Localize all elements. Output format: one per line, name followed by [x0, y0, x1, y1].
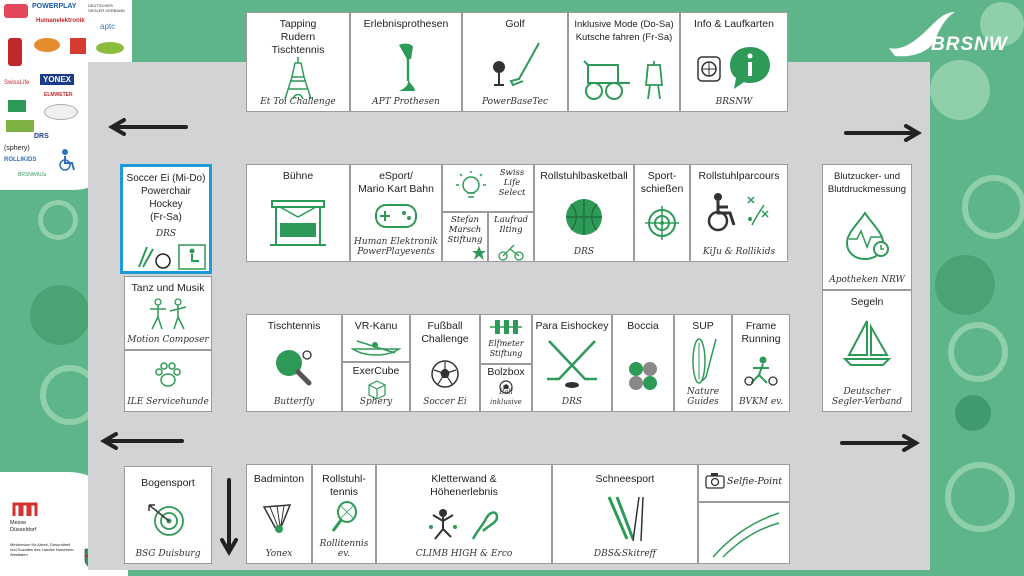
booth-name: Badminton	[253, 473, 305, 485]
brsnw-logo	[885, 6, 1015, 62]
canoe-icon	[351, 337, 401, 359]
booth-blutzucker[interactable]	[822, 164, 912, 290]
arrow-left-icon	[100, 432, 184, 450]
star-icon	[471, 245, 487, 261]
booth-sportschiessen[interactable]	[634, 164, 690, 262]
booth-name: Golf	[505, 18, 525, 30]
booth-name: Segeln	[850, 296, 884, 308]
booth-soccer-powerchair[interactable]	[120, 164, 212, 274]
tennis-racket-icon	[329, 501, 359, 535]
booth-sponsor: Butterfly	[273, 397, 315, 407]
messe-logo-text: Messe Düsseldorf	[10, 520, 37, 533]
booth-name: Kletterwand & Höhenerlebnis	[430, 473, 498, 498]
wheelchair-logo-icon	[56, 148, 78, 172]
booth-sponsor: Rollitennis ev.	[319, 539, 369, 559]
camera-icon	[705, 473, 725, 489]
booth-name: Fußball Challenge	[421, 320, 469, 345]
booth-fussball[interactable]	[410, 314, 480, 412]
booth-name: Bolzbox	[487, 366, 525, 378]
sponsor-logo	[34, 38, 60, 52]
bg-circle	[30, 285, 90, 345]
bg-circle	[930, 60, 990, 120]
sailboat-icon	[841, 317, 893, 369]
hockey-sticks-icon	[541, 339, 603, 391]
golf-icon	[483, 41, 547, 89]
blood-drop-icon	[841, 209, 893, 261]
sponsor-logo-drs: DRS	[34, 133, 49, 140]
sponsor-logo	[70, 38, 86, 54]
booth-name: Blutzucker- und Blutdruckmessung	[827, 171, 907, 195]
sponsor-logo-sphery: (sphery)	[4, 145, 30, 152]
booth-info[interactable]	[680, 12, 788, 112]
archery-icon	[147, 501, 189, 541]
booth-name: eSport/ Mario Kart Bahn	[358, 170, 434, 195]
sponsor-logo	[4, 4, 28, 18]
booth-name: Rollstuhl- tennis	[322, 473, 366, 498]
booth-sponsor: Yonex	[265, 549, 293, 559]
booth-sponsor: Deutscher Segler-Verband	[831, 387, 903, 407]
booth-swisslife[interactable]	[442, 164, 534, 212]
sponsor-logo-dsv: DEUTSCHER SEGLER-VERBAND	[88, 3, 125, 13]
booth-name: Tapping Rudern Tischtennis	[271, 18, 325, 56]
booth-sponsor: BSG Duisburg	[135, 549, 201, 559]
booth-name: Selfie-Point	[727, 476, 783, 487]
arrow-down-icon	[220, 478, 238, 558]
wheelchair-icon	[704, 191, 774, 235]
bg-circle	[945, 462, 1015, 532]
booth-sponsor: Et Toi Challenge	[260, 97, 336, 107]
booth-name: Stefan Marsch Stiftung	[447, 215, 483, 245]
climber-icon	[427, 507, 501, 543]
sponsor-logo-brsnwkiju: BRSNWKiJu	[18, 172, 47, 178]
booth-sponsor: DBS&Skitreff	[593, 549, 657, 559]
booth-name: Bogensport	[141, 477, 195, 489]
bg-circle	[948, 322, 1008, 382]
booth-sponsor: BRSNW	[715, 97, 753, 107]
booth-exercube[interactable]	[342, 362, 410, 412]
info-icon	[694, 45, 774, 93]
booth-sponsor: DRS	[561, 397, 583, 407]
booth-name: Para Eishockey	[535, 320, 609, 332]
powerchair-icon	[129, 241, 209, 271]
booth-frame[interactable]	[732, 314, 790, 412]
booth-sponsor: Soccer Ei	[423, 397, 467, 407]
sponsor-logo	[44, 104, 78, 120]
sponsor-logo-yonex: YONEX	[40, 74, 74, 85]
booth-elfmeter[interactable]	[480, 314, 532, 364]
prosthesis-icon	[391, 41, 421, 97]
sponsor-logo-rollikids: ROLLIKIDS	[4, 157, 37, 163]
booth-name: Soccer Ei (Mi-Do) Powerchair Hockey (Fr-Sa)	[126, 173, 206, 223]
booth-sponsor: ILE Servicehunde	[127, 397, 209, 407]
booth-stefan[interactable]	[442, 212, 488, 262]
sponsor-logo-humanelektronik: Humanelektronik	[36, 18, 85, 24]
booth-vrkanu[interactable]	[342, 314, 410, 362]
booth-name: Elfmeter Stiftung	[488, 339, 524, 358]
arrow-right-icon	[844, 124, 924, 142]
eiffel-tower-icon	[281, 55, 315, 101]
booth-sponsor: Motion Composer	[127, 335, 209, 345]
booth-tischtennis[interactable]	[246, 314, 342, 412]
booth-name: Tischtennis	[267, 320, 321, 332]
sponsor-logo	[6, 120, 34, 132]
booth-boccia[interactable]	[612, 314, 674, 412]
booth-name: Laufrad Ilting	[494, 215, 528, 235]
booth-sponsor: APT Prothesen	[372, 97, 440, 107]
bg-circle	[962, 175, 1024, 239]
brand-name: BRSNW	[931, 34, 1008, 55]
booth-name: Sport- schießen	[640, 170, 684, 195]
booth-sponsor: Apotheken NRW	[829, 275, 905, 285]
booth-sponsor: DRS	[573, 247, 595, 257]
booth-name: Schneesport	[595, 473, 655, 485]
booth-rollstuhlbasketball[interactable]	[534, 164, 634, 262]
paddleboard-icon	[686, 337, 720, 385]
bg-circle	[38, 200, 78, 240]
booth-badminton[interactable]	[246, 464, 312, 564]
booth-sponsor: Sphery	[359, 397, 393, 407]
booth-rollstuhlparcours[interactable]	[690, 164, 788, 262]
lightbulb-icon	[455, 171, 487, 207]
booth-sponsor: DRS	[155, 229, 177, 239]
stage-icon	[266, 197, 330, 251]
sponsor-logo	[96, 42, 124, 54]
bg-circle	[935, 255, 995, 315]
booth-sponsor: Ball inklusive	[490, 388, 522, 406]
sponsor-logo-aptc: aptc	[100, 22, 116, 31]
booth-name: Tanz und Musik	[131, 282, 205, 294]
cube-icon	[365, 377, 387, 399]
sponsor-logo-swisslife: SwissLife	[4, 80, 30, 86]
booth-name: Info & Laufkarten	[694, 18, 774, 30]
booth-sponsor: BVKM ev.	[738, 397, 784, 407]
booth-name: VR-Kanu	[354, 320, 398, 332]
soccer-ball-icon	[430, 359, 460, 389]
sponsor-logo	[8, 100, 26, 112]
booth-selfie-area[interactable]	[698, 502, 790, 564]
scooter-icon	[498, 243, 524, 261]
booth-sponsor: Nature Guides	[686, 387, 720, 407]
booth-sponsor: KiJu & Rollikids	[702, 247, 776, 257]
booth-bolzbox[interactable]	[480, 364, 532, 412]
booth-name: Frame Running	[741, 320, 781, 345]
booth-sponsor: CLIMB HIGH & Erco	[415, 549, 513, 559]
booth-name: Boccia	[627, 320, 659, 332]
booth-erlebnisprothesen[interactable]	[350, 12, 462, 112]
booth-golf[interactable]	[462, 12, 568, 112]
booth-esport[interactable]	[350, 164, 442, 262]
sponsor-logo-elmweter: ELMWETER	[44, 92, 73, 98]
booth-sponsor: PowerBaseTec	[481, 97, 549, 107]
bg-circle	[955, 395, 991, 431]
foosball-icon	[488, 317, 524, 337]
booth-name: Rollstuhlparcours	[698, 170, 780, 182]
messe-logo-icon	[12, 500, 46, 518]
booth-sup[interactable]	[674, 314, 732, 412]
booth-bogensport[interactable]	[124, 466, 212, 564]
booth-tapping[interactable]	[246, 12, 350, 112]
booth-kletterwand[interactable]	[376, 464, 552, 564]
booth-sponsor: Human Elektronik PowerPlayevents	[354, 237, 438, 257]
booth-name: Bühne	[282, 170, 314, 182]
booth-rollstuhltennis[interactable]	[312, 464, 376, 564]
booth-name: Rollstuhlbasketball	[540, 170, 628, 182]
paw-icon	[153, 361, 183, 389]
booth-name: Swiss Life Select	[498, 168, 526, 198]
pingpong-icon	[273, 347, 315, 387]
boccia-icon	[625, 359, 661, 391]
booth-name: Inklusive Mode (Do-Sa) Kutsche fahren (Fr-Sa)	[574, 19, 674, 43]
sponsor-logo	[8, 38, 22, 66]
arrow-right-icon	[840, 434, 922, 452]
target-icon	[644, 205, 680, 241]
booth-name: SUP	[692, 320, 714, 332]
ministry-logo-text: Ministerium für Arbeit, Gesundheit und Soziales des Landes Nordrhein-Westfalen	[10, 542, 75, 557]
skis-icon	[603, 495, 647, 543]
booth-laufrad[interactable]	[488, 212, 534, 262]
booth-tanz[interactable]	[124, 276, 212, 350]
booth-name: ExerCube	[352, 365, 400, 377]
booth-segeln[interactable]	[822, 290, 912, 412]
dancers-icon	[144, 297, 192, 333]
booth-ile[interactable]	[124, 350, 212, 412]
booth-mode[interactable]	[568, 12, 680, 112]
sponsor-logo-powerplay: POWERPLAY	[32, 3, 77, 10]
booth-selfie[interactable]	[698, 464, 790, 502]
gamepad-icon	[373, 201, 419, 231]
basketball-icon	[564, 197, 604, 237]
booth-eishockey[interactable]	[532, 314, 612, 412]
carriage-icon	[582, 57, 666, 103]
frame-runner-icon	[743, 355, 779, 387]
booth-schneesport[interactable]	[552, 464, 698, 564]
booth-buehne[interactable]	[246, 164, 350, 262]
arrow-left-icon	[108, 118, 188, 136]
shuttlecock-icon	[260, 499, 298, 535]
booth-name: Erlebnisprothesen	[363, 18, 449, 30]
swoosh-decoration-icon	[709, 509, 783, 561]
